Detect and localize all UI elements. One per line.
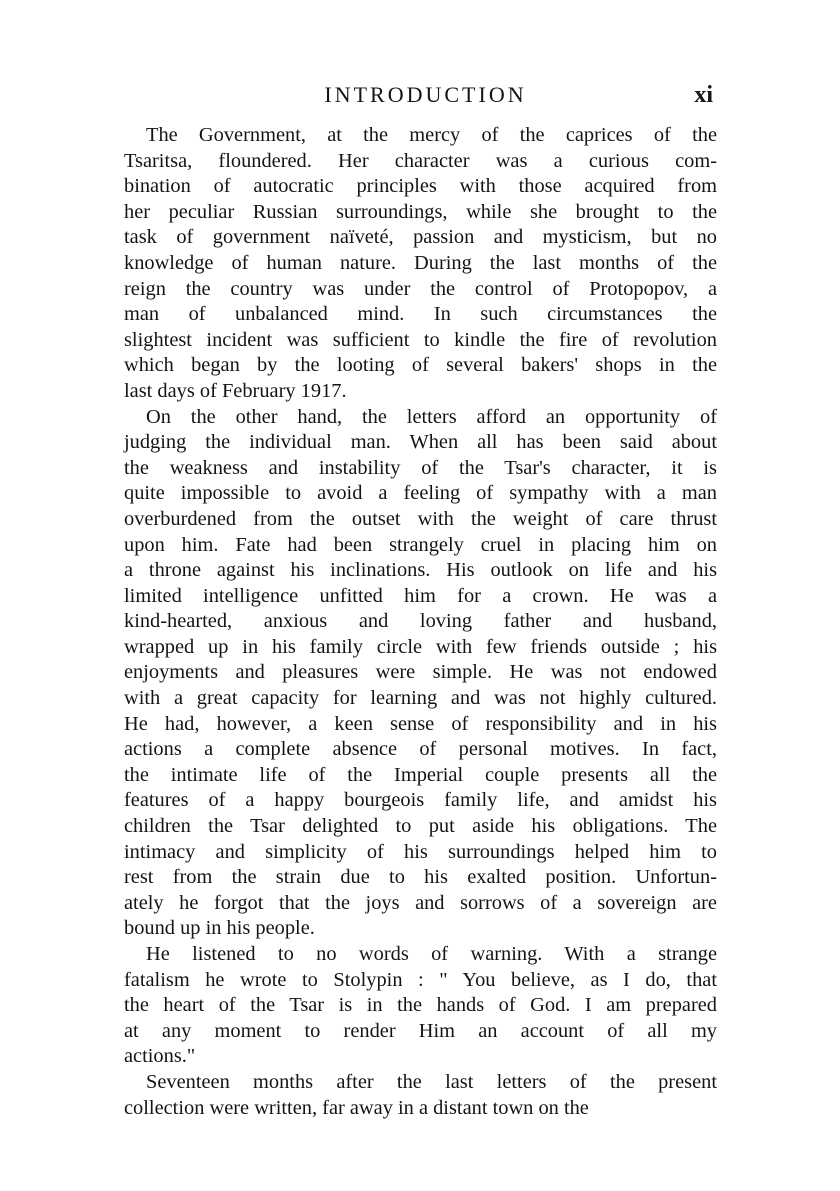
text-line: enjoyments and pleasures were simple. He was not endowed xyxy=(124,661,717,684)
text-line: Seventeen months after the last letters of the present xyxy=(146,1070,717,1093)
text-line: features of a happy bourgeois family life, and amidst his xyxy=(124,789,717,812)
text-line: the intimate life of the Imperial couple presents all the xyxy=(124,763,717,786)
text-line: On the other hand, the letters afford an opportunity of xyxy=(146,405,717,428)
text-line: actions." xyxy=(124,1045,196,1068)
text-line: Tsaritsa, floundered. Her character was a curious com- xyxy=(124,149,717,172)
text-line: task of government naïveté, passion and mysticism, but no xyxy=(124,226,717,249)
body-text xyxy=(124,123,717,1121)
text-line: overburdened from the outset with the weight of care thrust xyxy=(124,507,717,530)
text-line: her peculiar Russian surroundings, while she brought to the xyxy=(124,200,717,223)
text-line: last days of February 1917. xyxy=(124,379,347,402)
text-line: judging the individual man. When all has been said about xyxy=(124,431,717,454)
text-line: at any moment to render Him an account of all my xyxy=(124,1019,717,1042)
text-line: the weakness and instability of the Tsar's character, it is xyxy=(124,456,717,479)
text-line: the heart of the Tsar is in the hands of God. I am prepared xyxy=(124,994,717,1017)
text-line: wrapped up in his family circle with few friends outside ; his xyxy=(124,635,717,658)
text-line: kind-hearted, anxious and loving father and husband, xyxy=(124,610,717,633)
text-line: The Government, at the mercy of the caprices of the xyxy=(146,124,717,146)
text-line: which began by the looting of several bakers' shops in the xyxy=(124,354,717,377)
text-line: rest from the strain due to his exalted position. Unfortun- xyxy=(124,866,717,889)
text-line: intimacy and simplicity of his surroundings helped him to xyxy=(124,840,717,863)
text-line: reign the country was under the control of Protopopov, a xyxy=(124,277,717,300)
text-line: bound up in his people. xyxy=(124,917,315,940)
page-header xyxy=(124,80,717,110)
text-line: upon him. Fate had been strangely cruel in placing him on xyxy=(124,533,717,556)
text-line: collection were written, far away in a distant town on the xyxy=(124,1096,589,1119)
text-line: man of unbalanced mind. In such circumstances the xyxy=(124,303,717,326)
text-line: slightest incident was sufficient to kindle the fire of revolution xyxy=(124,328,717,351)
text-line: children the Tsar delighted to put aside his obligations. The xyxy=(124,815,717,838)
text-line: He listened to no words of warning. With a strange xyxy=(146,943,717,965)
text-line: quite impossible to avoid a feeling of sympathy with a man xyxy=(124,482,717,505)
text-line: fatalism he wrote to Stolypin : " You believe, as I do, that xyxy=(124,968,717,991)
paragraph xyxy=(124,1070,717,1121)
paragraph xyxy=(124,942,717,1070)
paragraph xyxy=(124,405,717,942)
text-line: ately he forgot that the joys and sorrows of a sovereign are xyxy=(124,891,717,914)
text-line: a throne against his inclinations. His outlook on life and his xyxy=(124,559,717,582)
text-line: bination of autocratic principles with those acquired from xyxy=(124,175,717,198)
running-head: INTRODUCTION xyxy=(324,82,527,107)
page-number: xi xyxy=(694,82,713,108)
text-line: with a great capacity for learning and was not highly cultured. xyxy=(124,687,717,710)
paragraph xyxy=(124,123,717,405)
text-line: knowledge of human nature. During the last months of the xyxy=(124,251,717,274)
text-line: actions a complete absence of personal motives. In fact, xyxy=(124,738,717,761)
text-line: He had, however, a keen sense of responsibility and in his xyxy=(124,712,717,735)
text-line: limited intelligence unfitted him for a crown. He was a xyxy=(124,584,717,607)
